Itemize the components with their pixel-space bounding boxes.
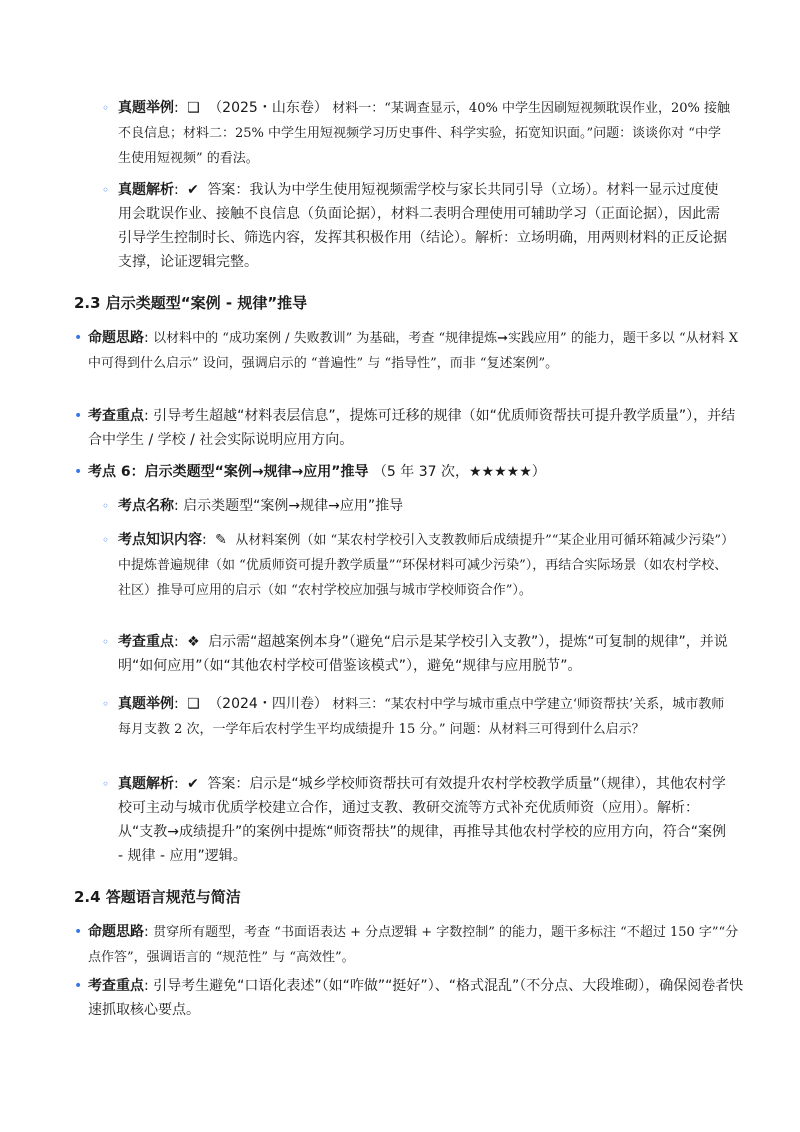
idea-label: 命题思路 [88, 924, 144, 940]
point6-stats: （5 年 37 次，★★★★★） [372, 464, 546, 480]
list-item-focus-2-4: • 考查重点: 引导考生避免“口语化表述”（如“咋做”“挺好”）、“格式混乱”（不分点、大段堆砌），确保阅卷者快速抓取核心要点。 [74, 974, 744, 1022]
diamond-icon: ❖ [187, 634, 200, 650]
hollow-bullet-icon: ◦ [102, 697, 110, 711]
name-text: 启示类题型“案例→规律→应用”推导 [183, 498, 404, 514]
bullet-icon: • [74, 978, 83, 994]
checkbox-icon: ❑ [187, 100, 200, 116]
idea-text: 贯穿所有题型，考查 “书面语表达 + 分点逻辑 + 字数控制” 的能力，题干多标注 “不超过 150 字”“分点作答”，强调语言的 “规范性” 与 “高效性”。 [88, 925, 739, 965]
checkmark-icon: ✔ [187, 182, 199, 198]
list-item-focus: • 考查重点: 引导考生超越“材料表层信息”，提炼可迁移的规律（如“优质师资帮扶可提升教学质量”），并结合中学生 / 学校 / 社会实际说明应用方向。 [74, 404, 744, 452]
focus-label: 考查重点 [88, 408, 144, 424]
example-text: 材料三：“某农村中学与城市重点中学建立‘师资帮扶’关系，城市教师每月支教 2 次，一学年后农村学生平均成绩提升 15 分。” 问题：从材料三可得到什么启示？ [118, 697, 725, 737]
point6-title: 考点 6：启示类题型“案例→规律→应用”推导 [88, 464, 369, 480]
focus2-text: 启示需“超越案例本身”（避免“启示是某学校引入支教”），提炼“可复制的规律”，并说明“如何应用”（如“其他农村学校可借鉴该模式”），避免“规律与应用脱节”。 [118, 634, 728, 674]
checkmark-icon: ✔ [187, 776, 199, 792]
focus-text: 引导考生避免“口语化表述”（如“咋做”“挺好”）、“格式混乱”（不分点、大段堆砌），确保阅卷者快速抓取核心要点。 [88, 978, 744, 1018]
example-text: 材料一：“某调查显示，40% 中学生因刷短视频耽误作业，20% 接触不良信息；材料二：25% 中学生用短视频学习历史事件、科学实验，拓宽知识面。”问题：谈谈你对 “中学生使用短视频” 的看法。 [118, 101, 730, 166]
hollow-bullet-icon: ◦ [102, 499, 110, 513]
example-label: 真题举例 [118, 696, 174, 712]
hollow-bullet-icon: ◦ [102, 101, 110, 115]
hollow-bullet-icon: ◦ [102, 533, 110, 547]
idea-label: 命题思路 [88, 330, 144, 346]
focus-label: 考查重点 [88, 978, 144, 994]
list-item-example-2024: ◦ 真题举例: ❑ （2024・四川卷） 材料三：“某农村中学与城市重点中学建立‘师资帮扶’关系，城市教师每月支教 2 次，一学年后农村学生平均成绩提升 15 分。” 问题：从材料三可得到什么启示？ [102, 692, 732, 742]
list-item-analysis-2025: ◦ 真题解析: ✔ 答案：我认为中学生使用短视频需学校与家长共同引导（立场）。材料一显示过度使用会耽误作业、接触不良信息（负面论据），材料二表明合理使用可辅助学习（正面论据），因此需引导学生控制时长、筛选内容，发挥其积极作用（结论）。解析：立场明确，用两则材料的正反论据支撑，论证逻辑完整。 [102, 178, 732, 274]
pencil-icon: ✎ [215, 532, 227, 548]
list-item-idea: • 命题思路: 以材料中的 “成功案例 / 失败教训” 为基础，考查 “规律提炼➞实践应用” 的能力，题干多以 “从材料 X 中可得到什么启示” 设问，强调启示的 “普遍性” 与 “指导性”，而非 “复述案例”。 [74, 326, 744, 376]
list-item-focus2: ◦ 考查重点: ❖ 启示需“超越案例本身”（避免“启示是某学校引入支教”），提炼“可复制的规律”，并说明“如何应用”（如“其他农村学校可借鉴该模式”），避免“规律与应用脱节”。 [102, 630, 732, 678]
hollow-bullet-icon: ◦ [102, 777, 110, 791]
list-item-analysis-2024: ◦ 真题解析: ✔ 答案：启示是“城乡学校师资帮扶可有效提升农村学校教学质量”（规律），其他农村学校可主动与城市优质学校建立合作，通过支教、教研交流等方式补充优质师资（应用）。解析：从“支教→成绩提升”的案例中提炼“师资帮扶”的规律，再推导其他农村学校的应用方向，符合“案例 - 规律 - 应用”逻辑。 [102, 772, 732, 868]
analysis-text: 答案：启示是“城乡学校师资帮扶可有效提升农村学校教学质量”（规律），其他农村学校可主动与城市优质学校建立合作，通过支教、教研交流等方式补充优质师资（应用）。解析：从“支教→成绩提升”的案例中提炼“师资帮扶”的规律，再推导其他农村学校的应用方向，符合“案例 - 规律 - 应用”逻辑。 [118, 776, 726, 864]
example-label: 真题举例 [118, 100, 174, 116]
section-heading-2-3: 2.3 启示类题型“案例 - 规律”推导 [74, 294, 308, 312]
list-item-idea-2-4: • 命题思路: 贯穿所有题型，考查 “书面语表达 + 分点逻辑 + 字数控制” 的能力，题干多标注 “不超过 150 字”“分点作答”，强调语言的 “规范性” 与 “高效性”。 [74, 920, 744, 970]
example-source: （2024・四川卷） [208, 696, 328, 712]
bullet-icon: • [74, 330, 83, 346]
name-label: 考点名称 [118, 498, 174, 514]
hollow-bullet-icon: ◦ [102, 183, 110, 197]
analysis-text: 答案：我认为中学生使用短视频需学校与家长共同引导（立场）。材料一显示过度使用会耽误作业、接触不良信息（负面论据），材料二表明合理使用可辅助学习（正面论据），因此需引导学生控制时长、筛选内容，发挥其积极作用（结论）。解析：立场明确，用两则材料的正反论据支撑，论证逻辑完整。 [118, 182, 727, 270]
list-item-knowledge: ◦ 考点知识内容: ✎ 从材料案例（如 “某农村学校引入支教教师后成绩提升”“某企业用可循环箱减少污染”）中提炼普遍规律（如 “优质师资可提升教学质量”“环保材料可减少污染”），再结合实际场景（如农村学校、社区）推导可应用的启示（如 “农村学校应加强与城市学校师资合作”）。 [102, 528, 732, 603]
knowledge-label: 考点知识内容 [118, 532, 202, 548]
example-source: （2025・山东卷） [208, 100, 328, 116]
analysis-label: 真题解析 [118, 776, 174, 792]
list-item-example-2025: ◦ 真题举例: ❑ （2025・山东卷） 材料一：“某调查显示，40% 中学生因刷短视频耽误作业，20% 接触不良信息；材料二：25% 中学生用短视频学习历史事件、科学实验，拓宽知识面。”问题：谈谈你对 “中学生使用短视频” 的看法。 [102, 96, 732, 171]
focus-text: 引导考生超越“材料表层信息”，提炼可迁移的规律（如“优质师资帮扶可提升教学质量”），并结合中学生 / 学校 / 社会实际说明应用方向。 [88, 408, 736, 448]
bullet-icon: • [74, 408, 83, 424]
knowledge-text: 从材料案例（如 “某农村学校引入支教教师后成绩提升”“某企业用可循环箱减少污染”）中提炼普遍规律（如 “优质师资可提升教学质量”“环保材料可减少污染”），再结合实际场景（如农村学校、社区）推导可应用的启示（如 “农村学校应加强与城市学校师资合作”）。 [118, 533, 728, 598]
bullet-icon: • [74, 464, 83, 480]
focus2-label: 考查重点 [118, 634, 174, 650]
checkbox-icon: ❑ [187, 696, 200, 712]
idea-text: 以材料中的 “成功案例 / 失败教训” 为基础，考查 “规律提炼➞实践应用” 的能力，题干多以 “从材料 X 中可得到什么启示” 设问，强调启示的 “普遍性” 与 “指导性”，而非 “复述案例”。 [88, 331, 738, 371]
bullet-icon: • [74, 924, 83, 940]
section-heading-2-4: 2.4 答题语言规范与简洁 [74, 888, 241, 906]
list-item-name: ◦ 考点名称: 启示类题型“案例→规律→应用”推导 [102, 494, 732, 518]
list-item-point6 [74, 460, 744, 484]
hollow-bullet-icon: ◦ [102, 635, 110, 649]
analysis-label: 真题解析 [118, 182, 174, 198]
